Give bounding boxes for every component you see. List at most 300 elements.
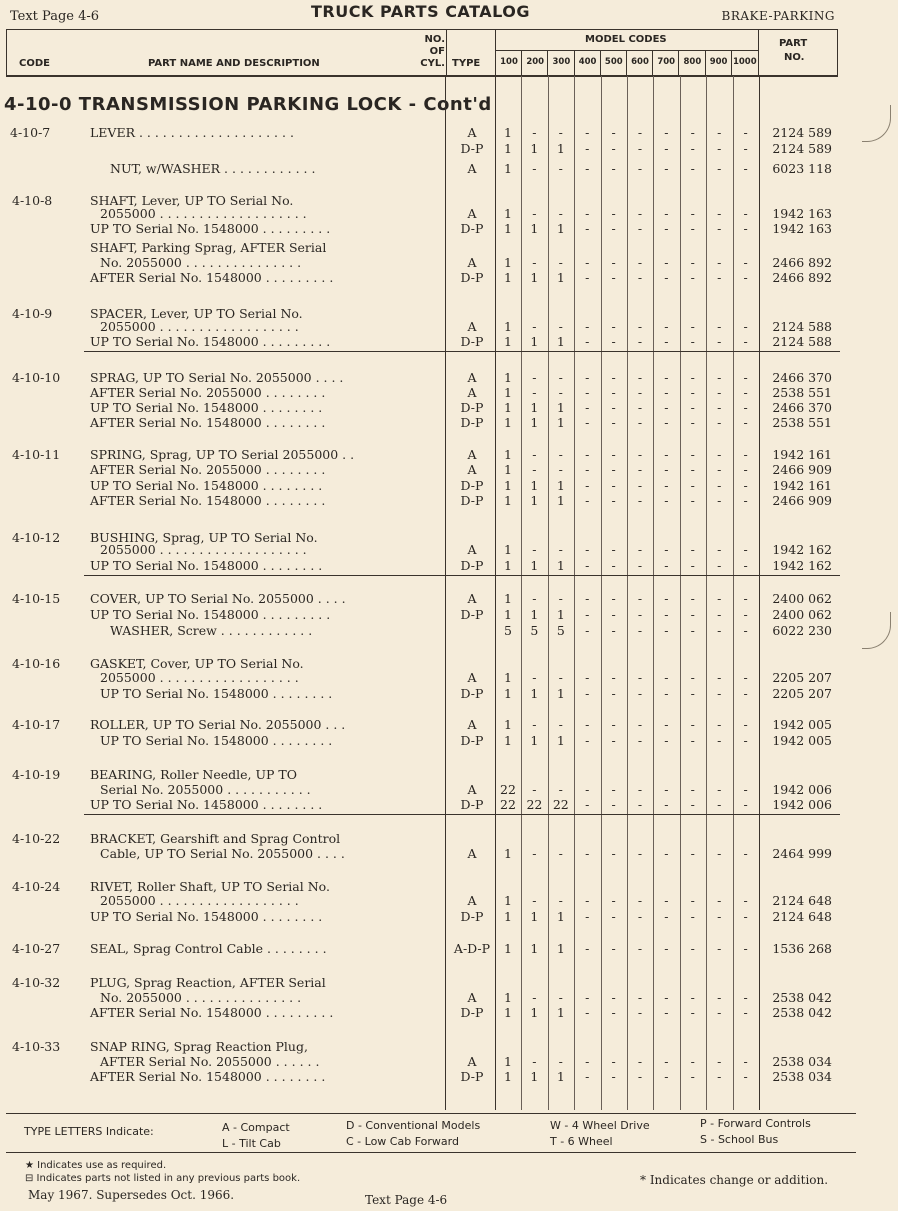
row-model-qty: - [611,686,616,701]
row-model-qty: - [717,1005,722,1020]
row-model-qty: - [690,686,695,701]
row-model-qty: - [743,1005,748,1020]
row-type: D-P [460,797,484,812]
row-model-qty: - [637,255,643,270]
row-model-qty: - [664,782,669,797]
row-model-qty: 5 [504,623,512,638]
row-model-qty: - [637,125,643,140]
row-model-qty: - [532,591,537,606]
row-model-qty: - [637,909,643,924]
row-model-qty: - [558,462,563,477]
row-type: A [467,990,477,1005]
row-model-qty: - [637,462,643,477]
group-divider [84,575,840,576]
row-model-qty: 1 [504,400,512,415]
footnote-divider [6,1152,856,1153]
table-row [0,240,898,256]
table-row [0,591,898,607]
row-model-qty: - [690,415,695,430]
row-model-qty: 1 [530,941,539,956]
row-description: LEVER . . . . . . . . . . . . . . . . . . . . [90,125,294,140]
row-model-qty: - [611,558,616,573]
row-model-qty: - [717,797,722,812]
row-type: D-P [460,493,484,508]
row-model-qty: - [637,607,643,622]
row-code: 4-10-7 [10,125,51,140]
row-model-qty: - [717,670,722,685]
row-part-number: 2400 062 [772,591,832,606]
row-model-qty: - [743,607,748,622]
table-row [0,686,898,702]
header-model-code: 800 [683,57,702,67]
row-model-qty: - [585,415,590,430]
row-description: AFTER Serial No. 1548000 . . . . . . . . . [90,270,334,285]
row-model-qty: 1 [504,447,512,462]
row-model-qty: - [637,206,643,221]
row-model-qty: - [558,447,563,462]
header-of: OF [429,46,445,57]
row-model-qty: - [585,670,590,685]
row-model-qty: 1 [556,141,565,156]
row-model-qty: - [690,797,695,812]
row-model-qty: - [690,462,695,477]
row-description: SEAL, Sprag Control Cable . . . . . . . . [90,941,327,956]
header-model-code: 500 [604,57,623,67]
row-model-qty: - [690,206,695,221]
row-type: A [467,462,477,477]
row-code: 4-10-22 [12,831,61,846]
table-row [0,893,898,909]
table-row [0,767,898,783]
row-model-qty: 1 [530,1069,539,1084]
row-model-qty: - [743,385,748,400]
row-model-qty: - [717,1054,722,1069]
row-model-qty: - [743,558,748,573]
row-model-qty: - [611,846,616,861]
row-part-number: 2538 042 [772,990,832,1005]
row-description: SHAFT, Lever, UP TO Serial No. [90,193,294,208]
row-model-qty: - [637,1069,643,1084]
table-row [0,385,898,401]
row-model-qty: - [585,542,590,557]
row-model-qty: - [690,733,695,748]
row-model-qty: 22 [526,797,543,812]
row-model-qty: - [585,370,590,385]
row-model-qty: - [611,319,616,334]
table-row [0,1069,898,1085]
row-model-qty: 1 [530,400,539,415]
row-type: A [467,385,477,400]
table-row [0,462,898,478]
row-part-number: 1942 005 [772,733,832,748]
row-model-qty: - [664,591,669,606]
row-type: D-P [460,733,484,748]
row-model-qty: - [558,990,563,1005]
row-model-qty: - [611,1005,616,1020]
row-model-qty: - [664,623,669,638]
row-description: BUSHING, Sprag, UP TO Serial No. [90,530,318,545]
row-model-qty: - [637,493,643,508]
row-model-qty: - [611,255,616,270]
row-model-qty: - [717,385,722,400]
row-model-qty: - [717,221,722,236]
row-model-qty: 1 [530,221,539,236]
table-row [0,909,898,925]
row-description: SHAFT, Parking Sprag, AFTER Serial [90,240,327,255]
row-model-qty: 1 [530,478,539,493]
row-model-qty: - [664,400,669,415]
row-part-number: 2124 648 [772,909,832,924]
row-model-qty: 1 [556,941,565,956]
row-model-qty: - [717,558,722,573]
legend-label: TYPE LETTERS Indicate: [24,1125,154,1138]
row-model-qty: - [717,1069,722,1084]
row-model-qty: - [532,125,537,140]
row-model-qty: 1 [530,141,539,156]
row-model-qty: - [690,385,695,400]
row-model-qty: 1 [556,1069,565,1084]
row-model-qty: - [558,370,563,385]
header-model-code: 200 [526,57,545,67]
footnote-date: May 1967. Supersedes Oct. 1966. [28,1188,235,1202]
row-model-qty: - [585,686,590,701]
row-model-qty: - [637,415,643,430]
row-model-qty: - [690,1005,695,1020]
row-type: D-P [460,415,484,430]
row-description: 2055000 . . . . . . . . . . . . . . . . . . [100,893,299,908]
row-code: 4-10-17 [12,717,61,732]
row-model-qty: - [743,221,748,236]
row-model-qty: 1 [504,990,512,1005]
row-part-number: 1942 161 [772,478,832,493]
row-type: D-P [460,558,484,573]
row-model-qty: - [611,125,616,140]
row-description: GASKET, Cover, UP TO Serial No. [90,656,304,671]
row-model-qty: - [585,141,590,156]
row-model-qty: - [637,686,643,701]
row-part-number: 2124 588 [772,319,832,334]
table-row [0,206,898,222]
row-model-qty: - [611,941,616,956]
row-model-qty: 1 [556,415,565,430]
row-model-qty: - [743,717,748,732]
row-part-number: 1942 005 [772,717,832,732]
section-title: 4-10-0 TRANSMISSION PARKING LOCK - Cont'd [4,94,492,115]
row-type: A [467,782,477,797]
row-model-qty: - [743,623,748,638]
table-row [0,1054,898,1070]
row-model-qty: - [743,542,748,557]
row-part-number: 1942 163 [772,221,832,236]
header-model-codes: MODEL CODES [585,34,667,45]
table-row [0,941,898,957]
row-description: UP TO Serial No. 1548000 . . . . . . . . [100,686,333,701]
row-model-qty: 1 [504,385,512,400]
row-description: BEARING, Roller Needle, UP TO [90,767,297,782]
row-model-qty: 1 [504,462,512,477]
row-model-qty: - [585,125,590,140]
row-model-qty: - [717,447,722,462]
row-model-qty: - [664,478,669,493]
row-code: 4-10-10 [12,370,61,385]
row-description: 2055000 . . . . . . . . . . . . . . . . . . . [100,206,307,221]
row-model-qty: - [532,370,537,385]
row-code: 4-10-19 [12,767,61,782]
row-model-qty: - [585,221,590,236]
row-model-qty: - [637,782,643,797]
row-model-qty: 1 [556,686,565,701]
row-model-qty: - [664,733,669,748]
row-model-qty: - [743,447,748,462]
header-no: NO. [424,34,445,45]
row-model-qty: - [743,493,748,508]
row-model-qty: - [532,846,537,861]
row-model-qty: 1 [504,161,512,176]
row-model-qty: - [611,400,616,415]
table-row [0,797,898,813]
row-part-number: 1942 006 [772,782,832,797]
table-row [0,670,898,686]
table-row [0,334,898,350]
row-model-qty: - [585,447,590,462]
row-part-number: 6022 230 [772,623,832,638]
row-model-qty: - [637,1005,643,1020]
section-category: BRAKE-PARKING [721,9,835,23]
row-type: A [467,161,477,176]
row-part-number: 2538 551 [772,385,832,400]
legend-6wheel: T - 6 Wheel [550,1135,613,1148]
row-model-qty: - [717,607,722,622]
row-model-qty: - [717,733,722,748]
row-model-qty: - [611,462,616,477]
row-model-qty: - [611,370,616,385]
row-model-qty: - [743,1069,748,1084]
row-description: AFTER Serial No. 1548000 . . . . . . . . [90,1069,326,1084]
table-row [0,255,898,271]
row-description: 2055000 . . . . . . . . . . . . . . . . . . . [100,542,307,557]
row-model-qty: - [558,893,563,908]
row-code: 4-10-12 [12,530,61,545]
header-part-name: PART NAME AND DESCRIPTION [148,58,320,69]
row-model-qty: - [717,270,722,285]
row-code: 4-10-24 [12,879,61,894]
row-model-qty: - [585,1069,590,1084]
row-model-qty: - [664,846,669,861]
row-model-qty: - [717,591,722,606]
row-model-qty: - [611,733,616,748]
row-model-qty: - [611,717,616,732]
row-part-number: 2538 042 [772,1005,832,1020]
row-model-qty: - [743,1054,748,1069]
row-model-qty: - [585,717,590,732]
row-model-qty: - [664,319,669,334]
row-model-qty: - [558,125,563,140]
table-row [0,607,898,623]
row-model-qty: 1 [504,221,512,236]
row-model-qty: 1 [530,733,539,748]
row-model-qty: - [717,334,722,349]
row-model-qty: - [611,161,616,176]
row-model-qty: - [585,478,590,493]
row-model-qty: 1 [504,125,512,140]
catalog-title: TRUCK PARTS CATALOG [311,2,530,21]
row-model-qty: - [585,607,590,622]
row-description: COVER, UP TO Serial No. 2055000 . . . . [90,591,346,606]
row-description: BRACKET, Gearshift and Sprag Control [90,831,341,846]
table-row [0,558,898,574]
table-row [0,733,898,749]
row-model-qty: - [664,607,669,622]
row-model-qty: - [585,206,590,221]
row-model-qty: 1 [504,893,512,908]
row-model-qty: - [664,334,669,349]
row-description: SNAP RING, Sprag Reaction Plug, [90,1039,308,1054]
header-model-code: 700 [657,57,676,67]
row-description: UP TO Serial No. 1548000 . . . . . . . . . [90,607,331,622]
binder-hole-mark [862,612,891,649]
row-model-qty: 1 [530,334,539,349]
row-model-qty: - [532,447,537,462]
row-model-qty: - [637,385,643,400]
header-model-code: 600 [631,57,649,67]
row-model-qty: - [717,941,722,956]
table-row [0,370,898,386]
row-model-qty: - [690,255,695,270]
row-code: 4-10-16 [12,656,61,671]
header-cyl: CYL. [420,58,445,69]
row-type: A [467,846,477,861]
legend-compact: A - Compact [222,1121,290,1134]
header-model-code: 400 [578,57,597,67]
header-model-code: 900 [709,57,728,67]
legend-conventional: D - Conventional Models [346,1119,481,1132]
row-type: D-P [460,270,484,285]
row-model-qty: - [611,782,616,797]
row-model-qty: - [743,370,748,385]
row-model-qty: - [743,797,748,812]
row-model-qty: - [743,909,748,924]
row-model-qty: - [743,415,748,430]
row-part-number: 2466 370 [772,370,832,385]
row-model-qty: 1 [504,542,512,557]
row-part-number: 2466 892 [772,255,832,270]
row-model-qty: - [664,206,669,221]
row-description: AFTER Serial No. 2055000 . . . . . . . . [90,385,326,400]
row-type: A [467,670,477,685]
row-model-qty: - [637,941,643,956]
row-model-qty: - [637,797,643,812]
row-model-qty: 22 [500,782,516,797]
row-model-qty: - [637,334,643,349]
table-row [0,161,898,177]
row-type: D-P [460,607,484,622]
row-model-qty: - [558,846,563,861]
row-description: UP TO Serial No. 1548000 . . . . . . . . . [90,334,331,349]
row-model-qty: - [743,990,748,1005]
row-model-qty: - [690,782,695,797]
row-description: ROLLER, UP TO Serial No. 2055000 . . . [90,717,346,732]
row-description: AFTER Serial No. 1548000 . . . . . . . . [90,415,326,430]
row-model-qty: - [743,893,748,908]
row-model-qty: - [558,255,563,270]
header-code: CODE [19,58,50,69]
row-model-qty: - [717,319,722,334]
row-type: A [467,893,477,908]
row-model-qty: - [664,493,669,508]
row-model-qty: - [611,670,616,685]
row-model-qty: - [532,717,537,732]
row-description: 2055000 . . . . . . . . . . . . . . . . . . [100,319,299,334]
table-row [0,478,898,494]
row-model-qty: - [690,591,695,606]
row-part-number: 2205 207 [772,670,832,685]
row-model-qty: - [532,782,537,797]
row-model-qty: 1 [504,733,512,748]
row-model-qty: - [585,334,590,349]
row-model-qty: - [717,686,722,701]
footnote-star: ★ Indicates use as required. [25,1160,167,1171]
row-model-qty: - [637,558,643,573]
row-model-qty: - [664,370,669,385]
row-model-qty: 1 [504,319,512,334]
row-model-qty: 1 [556,493,565,508]
row-model-qty: - [611,990,616,1005]
table-row [0,831,898,847]
row-model-qty: 1 [504,1054,512,1069]
row-description: SPRAG, UP TO Serial No. 2055000 . . . . [90,370,344,385]
row-model-qty: - [743,334,748,349]
row-description: AFTER Serial No. 1548000 . . . . . . . . [90,493,326,508]
row-model-qty: - [585,782,590,797]
row-model-qty: 1 [530,493,539,508]
row-model-qty: - [664,270,669,285]
row-model-qty: 5 [530,623,539,638]
legend-divider [6,1113,856,1114]
row-description: UP TO Serial No. 1548000 . . . . . . . . [90,478,323,493]
row-description: UP TO Serial No. 1548000 . . . . . . . . . [90,221,331,236]
column-header [6,29,838,77]
row-type: D-P [460,400,484,415]
row-model-qty: - [637,846,643,861]
row-model-qty: 1 [530,607,539,622]
row-model-qty: - [637,591,643,606]
row-model-qty: 1 [556,221,565,236]
row-model-qty: - [717,161,722,176]
table-row [0,975,898,991]
row-type: D-P [460,909,484,924]
row-model-qty: - [717,141,722,156]
row-model-qty: - [637,319,643,334]
row-model-qty: - [585,385,590,400]
row-code: 4-10-27 [12,941,61,956]
row-model-qty: - [585,255,590,270]
row-model-qty: - [743,400,748,415]
page-number-bottom: Text Page 4-6 [365,1193,448,1207]
table-row [0,447,898,463]
row-model-qty: - [743,462,748,477]
row-model-qty: - [611,1069,616,1084]
row-model-qty: - [690,846,695,861]
row-description: UP TO Serial No. 1548000 . . . . . . . . [100,733,333,748]
row-model-qty: - [585,990,590,1005]
row-code: 4-10-32 [12,975,61,990]
change-note: * Indicates change or addition. [640,1173,829,1187]
row-model-qty: 1 [504,1005,512,1020]
row-model-qty: - [637,623,643,638]
row-model-qty: - [637,1054,643,1069]
row-type: D-P [460,686,484,701]
row-model-qty: - [743,941,748,956]
